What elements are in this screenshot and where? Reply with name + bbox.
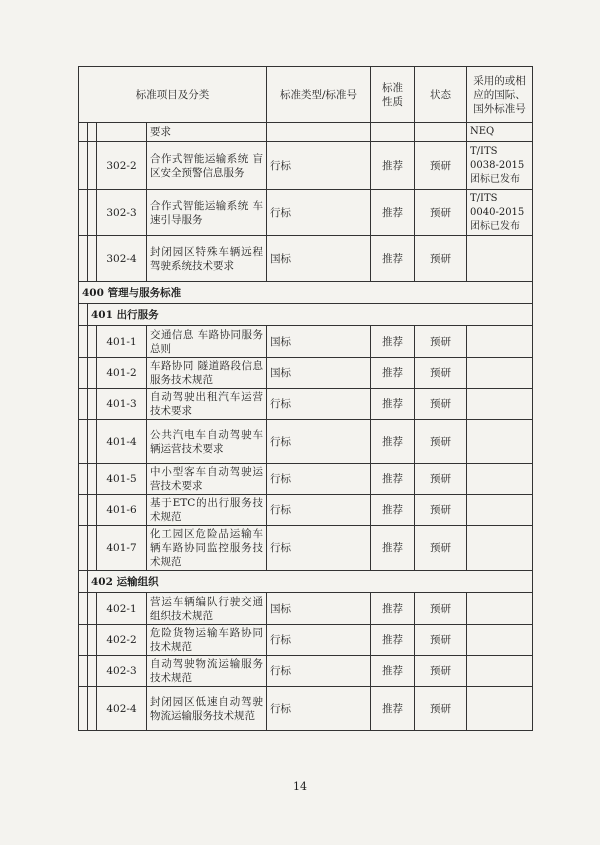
standard-status: 预研 bbox=[415, 464, 467, 495]
standard-status: 预研 bbox=[415, 190, 467, 236]
table-row bbox=[79, 190, 533, 236]
item-code: 402-3 bbox=[97, 656, 147, 687]
item-name: 交通信息 车路协同服务总则 bbox=[147, 326, 267, 358]
item-name: 封闭园区特殊车辆远程驾驶系统技术要求 bbox=[147, 236, 267, 282]
item-code: 402-1 bbox=[97, 593, 147, 625]
standard-nature: 推荐 bbox=[371, 526, 415, 571]
table-row bbox=[79, 326, 533, 358]
item-code: 401-3 bbox=[97, 389, 147, 420]
item-code: 401-5 bbox=[97, 464, 147, 495]
standards-table bbox=[78, 66, 533, 731]
standard-nature: 推荐 bbox=[371, 420, 415, 464]
item-code: 401-1 bbox=[97, 326, 147, 358]
header-type: 标准类型/标准号 bbox=[267, 67, 371, 123]
standard-status: 预研 bbox=[415, 326, 467, 358]
ref-standard bbox=[467, 389, 533, 420]
ref-standard bbox=[467, 625, 533, 656]
standard-nature: 推荐 bbox=[371, 464, 415, 495]
standard-type: 行标 bbox=[267, 420, 371, 464]
ref-standard: NEQ bbox=[467, 123, 533, 142]
item-code: 302-2 bbox=[97, 142, 147, 190]
header-item: 标准项目及分类 bbox=[79, 67, 267, 123]
header-status: 状态 bbox=[415, 67, 467, 123]
item-name: 车路协同 隧道路段信息服务技术规范 bbox=[147, 358, 267, 389]
item-name: 要求 bbox=[147, 123, 267, 142]
standard-type: 行标 bbox=[267, 190, 371, 236]
standard-nature: 推荐 bbox=[371, 593, 415, 625]
standard-nature: 推荐 bbox=[371, 656, 415, 687]
standard-type: 行标 bbox=[267, 656, 371, 687]
standard-type: 行标 bbox=[267, 389, 371, 420]
standard-status: 预研 bbox=[415, 389, 467, 420]
item-code: 401-4 bbox=[97, 420, 147, 464]
item-name: 中小型客车自动驾驶运营技术要求 bbox=[147, 464, 267, 495]
subsection-row bbox=[79, 571, 533, 593]
standard-status: 预研 bbox=[415, 526, 467, 571]
standard-type: 国标 bbox=[267, 358, 371, 389]
table-row bbox=[79, 123, 533, 142]
standard-status: 预研 bbox=[415, 358, 467, 389]
item-name: 基于ETC的出行服务技术规范 bbox=[147, 495, 267, 526]
standard-type: 行标 bbox=[267, 526, 371, 571]
table-row bbox=[79, 358, 533, 389]
section-row bbox=[79, 282, 533, 304]
ref-standard: T/ITS 0038-2015 团标已发布 bbox=[467, 142, 533, 190]
item-name: 封闭园区低速自动驾驶物流运输服务技术规范 bbox=[147, 687, 267, 731]
ref-standard bbox=[467, 687, 533, 731]
standard-status: 预研 bbox=[415, 593, 467, 625]
standard-nature: 推荐 bbox=[371, 687, 415, 731]
ref-standard bbox=[467, 495, 533, 526]
standard-nature: 推荐 bbox=[371, 190, 415, 236]
item-name: 合作式智能运输系统 盲区安全预警信息服务 bbox=[147, 142, 267, 190]
table-row bbox=[79, 687, 533, 731]
item-name: 合作式智能运输系统 车速引导服务 bbox=[147, 190, 267, 236]
ref-standard: T/ITS 0040-2015 团标已发布 bbox=[467, 190, 533, 236]
standard-type: 行标 bbox=[267, 687, 371, 731]
subsection-title-401: 401 出行服务 bbox=[88, 304, 533, 326]
item-name: 化工园区危险品运输车辆车路协同监控服务技术规范 bbox=[147, 526, 267, 571]
ref-standard bbox=[467, 464, 533, 495]
ref-standard bbox=[467, 326, 533, 358]
standard-status: 预研 bbox=[415, 687, 467, 731]
item-name: 自动驾驶出租汽车运营技术要求 bbox=[147, 389, 267, 420]
subsection-row bbox=[79, 304, 533, 326]
standard-nature: 推荐 bbox=[371, 495, 415, 526]
standard-type: 行标 bbox=[267, 142, 371, 190]
table-row bbox=[79, 236, 533, 282]
standard-nature: 推荐 bbox=[371, 358, 415, 389]
standard-nature: 推荐 bbox=[371, 142, 415, 190]
item-name: 公共汽电车自动驾驶车辆运营技术要求 bbox=[147, 420, 267, 464]
item-code: 302-3 bbox=[97, 190, 147, 236]
item-code: 401-6 bbox=[97, 495, 147, 526]
table-row bbox=[79, 389, 533, 420]
item-code: 401-2 bbox=[97, 358, 147, 389]
standard-status: 预研 bbox=[415, 656, 467, 687]
subsection-title-402: 402 运输组织 bbox=[88, 571, 533, 593]
item-name: 危险货物运输车路协同技术规范 bbox=[147, 625, 267, 656]
item-name: 营运车辆编队行驶交通组织技术规范 bbox=[147, 593, 267, 625]
item-name: 自动驾驶物流运输服务技术规范 bbox=[147, 656, 267, 687]
standard-type: 行标 bbox=[267, 625, 371, 656]
table-row bbox=[79, 420, 533, 464]
standard-status: 预研 bbox=[415, 420, 467, 464]
standard-type: 行标 bbox=[267, 495, 371, 526]
standard-status: 预研 bbox=[415, 495, 467, 526]
table-row bbox=[79, 464, 533, 495]
standard-nature: 推荐 bbox=[371, 326, 415, 358]
standard-nature: 推荐 bbox=[371, 389, 415, 420]
ref-standard bbox=[467, 236, 533, 282]
item-code: 302-4 bbox=[97, 236, 147, 282]
table-row bbox=[79, 526, 533, 571]
table-row bbox=[79, 625, 533, 656]
standard-type: 行标 bbox=[267, 464, 371, 495]
item-code: 402-4 bbox=[97, 687, 147, 731]
ref-standard bbox=[467, 358, 533, 389]
standard-status: 预研 bbox=[415, 236, 467, 282]
ref-standard bbox=[467, 593, 533, 625]
table-row bbox=[79, 593, 533, 625]
header-nature: 标准 性质 bbox=[371, 67, 415, 123]
ref-standard bbox=[467, 420, 533, 464]
standard-status: 预研 bbox=[415, 142, 467, 190]
standard-type: 国标 bbox=[267, 593, 371, 625]
standard-type: 国标 bbox=[267, 236, 371, 282]
section-title-400: 400 管理与服务标准 bbox=[79, 282, 533, 304]
page-number: 14 bbox=[293, 780, 307, 793]
item-code: 401-7 bbox=[97, 526, 147, 571]
ref-standard bbox=[467, 526, 533, 571]
table-row bbox=[79, 142, 533, 190]
table-row bbox=[79, 656, 533, 687]
item-code: 402-2 bbox=[97, 625, 147, 656]
standard-nature: 推荐 bbox=[371, 236, 415, 282]
standard-nature: 推荐 bbox=[371, 625, 415, 656]
table-row bbox=[79, 495, 533, 526]
standard-type: 国标 bbox=[267, 326, 371, 358]
ref-standard bbox=[467, 656, 533, 687]
standard-status: 预研 bbox=[415, 625, 467, 656]
header-ref: 采用的或相应的国际、国外标准号 bbox=[467, 67, 533, 123]
header-row bbox=[79, 67, 533, 123]
